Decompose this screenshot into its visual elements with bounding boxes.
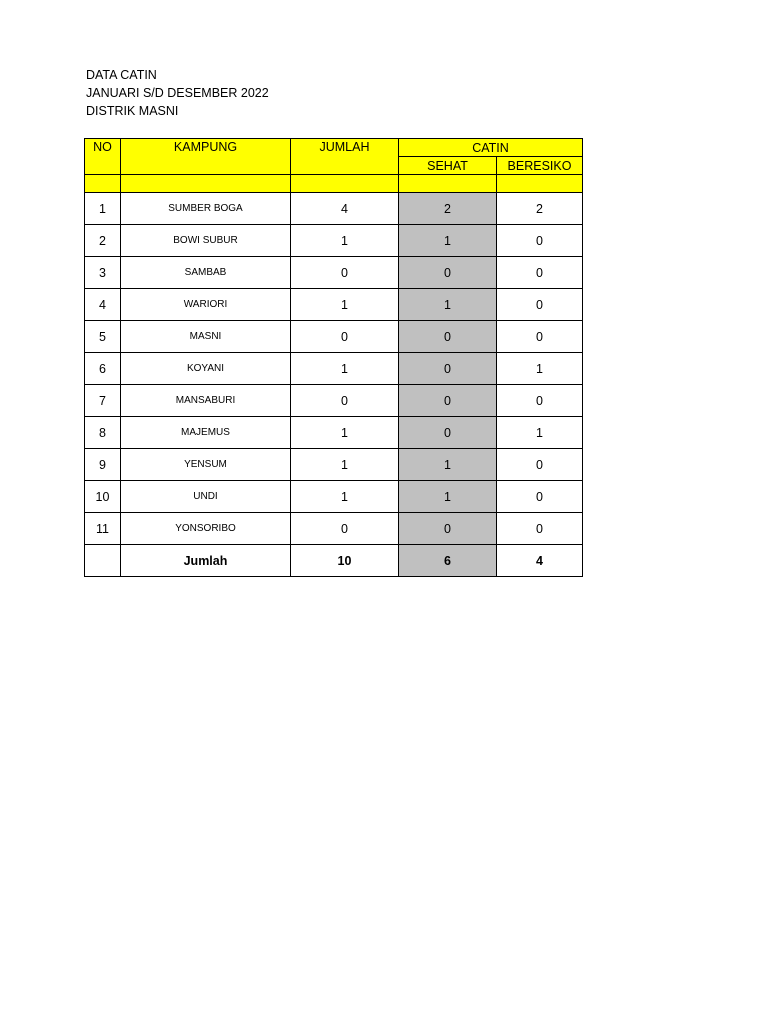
total-label: Jumlah xyxy=(121,545,291,577)
row-jumlah: 0 xyxy=(291,321,399,353)
table-row xyxy=(85,321,583,353)
row-beresiko: 0 xyxy=(497,289,583,321)
row-beresiko: 0 xyxy=(497,481,583,513)
row-beresiko: 2 xyxy=(497,193,583,225)
row-beresiko: 0 xyxy=(497,225,583,257)
row-kampung: UNDI xyxy=(121,481,291,513)
blank-cell xyxy=(85,175,121,193)
table-row xyxy=(85,193,583,225)
row-no: 7 xyxy=(85,385,121,417)
heading-title: DATA CATIN xyxy=(86,68,157,82)
row-jumlah: 0 xyxy=(291,385,399,417)
row-beresiko: 0 xyxy=(497,513,583,545)
row-beresiko: 0 xyxy=(497,449,583,481)
row-no: 9 xyxy=(85,449,121,481)
catin-table xyxy=(84,138,583,577)
row-sehat: 0 xyxy=(399,417,497,449)
row-no: 11 xyxy=(85,513,121,545)
row-no: 10 xyxy=(85,481,121,513)
row-beresiko: 1 xyxy=(497,353,583,385)
row-jumlah: 4 xyxy=(291,193,399,225)
blank-cell xyxy=(291,175,399,193)
row-jumlah: 0 xyxy=(291,257,399,289)
header-jumlah: JUMLAH xyxy=(291,139,399,175)
row-no: 6 xyxy=(85,353,121,385)
total-sehat: 6 xyxy=(399,545,497,577)
row-jumlah: 0 xyxy=(291,513,399,545)
row-sehat: 0 xyxy=(399,353,497,385)
header-beresiko: BERESIKO xyxy=(497,157,583,175)
blank-cell xyxy=(497,175,583,193)
table-row xyxy=(85,417,583,449)
row-sehat: 0 xyxy=(399,257,497,289)
header-catin: CATIN xyxy=(399,139,583,157)
row-jumlah: 1 xyxy=(291,289,399,321)
heading-district: DISTRIK MASNI xyxy=(86,104,179,118)
row-kampung: YENSUM xyxy=(121,449,291,481)
row-no: 8 xyxy=(85,417,121,449)
document-heading xyxy=(86,66,269,120)
row-kampung: SUMBER BOGA xyxy=(121,193,291,225)
row-sehat: 0 xyxy=(399,385,497,417)
header-kampung: KAMPUNG xyxy=(121,139,291,175)
blank-cell xyxy=(399,175,497,193)
total-beresiko: 4 xyxy=(497,545,583,577)
total-jumlah: 10 xyxy=(291,545,399,577)
row-sehat: 1 xyxy=(399,289,497,321)
header-sehat: SEHAT xyxy=(399,157,497,175)
row-beresiko: 0 xyxy=(497,257,583,289)
row-no: 5 xyxy=(85,321,121,353)
header-row xyxy=(85,139,583,157)
heading-period: JANUARI S/D DESEMBER 2022 xyxy=(86,86,269,100)
row-jumlah: 1 xyxy=(291,353,399,385)
row-kampung: YONSORIBO xyxy=(121,513,291,545)
row-kampung: BOWI SUBUR xyxy=(121,225,291,257)
table-row xyxy=(85,353,583,385)
table-row xyxy=(85,289,583,321)
row-sehat: 1 xyxy=(399,481,497,513)
table-row xyxy=(85,449,583,481)
row-sehat: 2 xyxy=(399,193,497,225)
row-kampung: SAMBAB xyxy=(121,257,291,289)
row-jumlah: 1 xyxy=(291,417,399,449)
table-row xyxy=(85,513,583,545)
total-blank xyxy=(85,545,121,577)
row-kampung: MANSABURI xyxy=(121,385,291,417)
row-no: 2 xyxy=(85,225,121,257)
row-jumlah: 1 xyxy=(291,449,399,481)
row-sehat: 0 xyxy=(399,321,497,353)
table-row xyxy=(85,481,583,513)
row-beresiko: 1 xyxy=(497,417,583,449)
row-no: 4 xyxy=(85,289,121,321)
row-kampung: WARIORI xyxy=(121,289,291,321)
row-sehat: 1 xyxy=(399,449,497,481)
blank-cell xyxy=(121,175,291,193)
header-blank-row xyxy=(85,175,583,193)
row-no: 1 xyxy=(85,193,121,225)
row-sehat: 1 xyxy=(399,225,497,257)
table-row xyxy=(85,225,583,257)
row-beresiko: 0 xyxy=(497,321,583,353)
row-jumlah: 1 xyxy=(291,225,399,257)
row-sehat: 0 xyxy=(399,513,497,545)
row-kampung: MAJEMUS xyxy=(121,417,291,449)
table-row xyxy=(85,385,583,417)
row-beresiko: 0 xyxy=(497,385,583,417)
total-row xyxy=(85,545,583,577)
row-jumlah: 1 xyxy=(291,481,399,513)
row-kampung: MASNI xyxy=(121,321,291,353)
header-no: NO xyxy=(85,139,121,175)
row-kampung: KOYANI xyxy=(121,353,291,385)
row-no: 3 xyxy=(85,257,121,289)
table-row xyxy=(85,257,583,289)
